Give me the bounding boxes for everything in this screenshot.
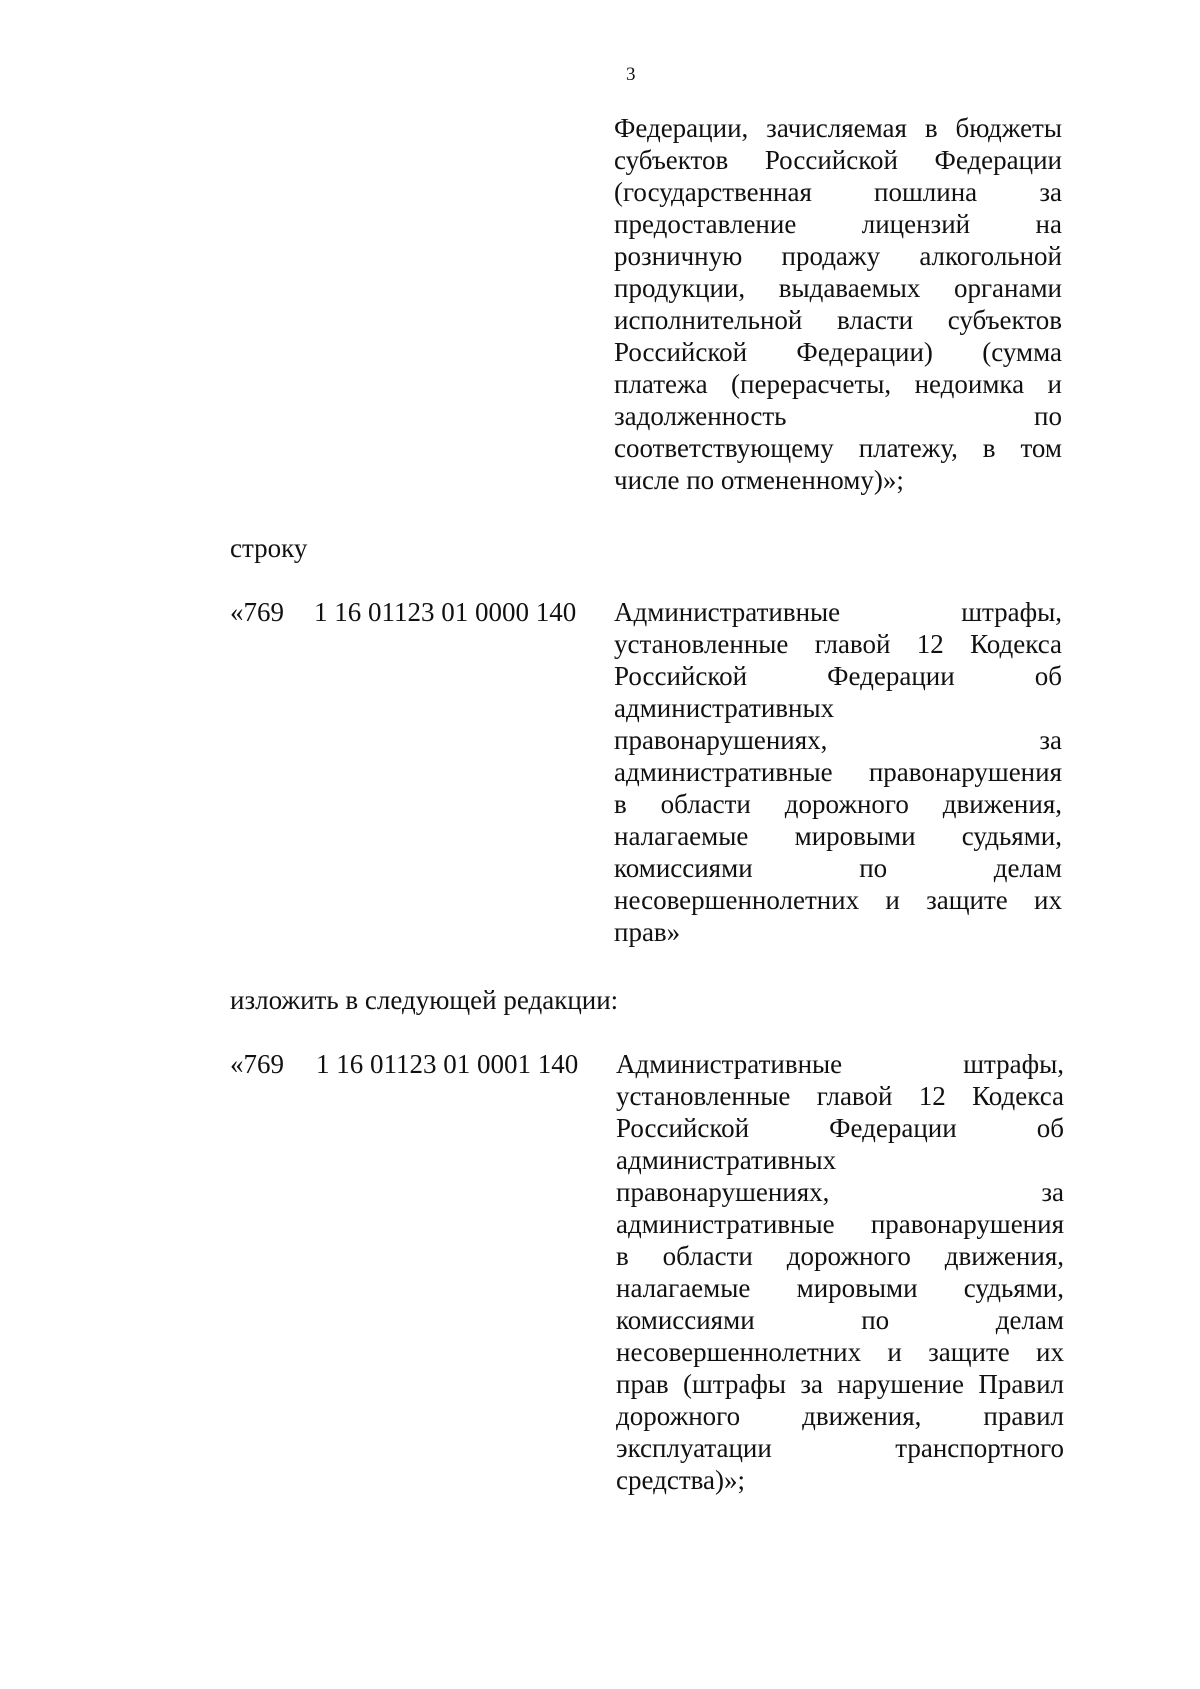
text-line: установленные главой 12 Кодекса bbox=[614, 629, 1062, 659]
text-line: административные правонарушения bbox=[616, 1209, 1064, 1239]
text-line: числе по отмененному)»; bbox=[614, 465, 904, 495]
text-line: несовершеннолетних и защите их bbox=[614, 885, 1062, 915]
text-line: Административные штрафы, bbox=[616, 1049, 1064, 1079]
row-new-description bbox=[616, 1048, 1064, 1496]
text-line: соответствующему платежу, в том bbox=[614, 433, 1062, 463]
text-line: правонарушениях, за bbox=[616, 1177, 1064, 1207]
row-new-code: «769 bbox=[230, 1049, 284, 1079]
text-line: Российской Федерации) (сумма bbox=[614, 337, 1062, 367]
continuation-text bbox=[614, 112, 1062, 496]
text-line: продукции, выдаваемых органами bbox=[614, 273, 1062, 303]
text-line: предоставление лицензий на bbox=[614, 209, 1062, 239]
text-line: прав» bbox=[614, 917, 681, 947]
text-line: эксплуатации транспортного bbox=[616, 1433, 1064, 1463]
row-old-code: «769 bbox=[230, 597, 284, 627]
text-line: административных bbox=[616, 1145, 837, 1175]
row-new-kbk: 1 16 01123 01 0001 140 bbox=[316, 1049, 579, 1079]
page-number: 3 bbox=[626, 64, 636, 85]
text-line: (государственная пошлина за bbox=[614, 177, 1062, 207]
text-line: розничную продажу алкогольной bbox=[614, 241, 1062, 271]
instruction-text: изложить в следующей редакции: bbox=[230, 985, 619, 1015]
text-line: налагаемые мировыми судьями, bbox=[616, 1273, 1064, 1303]
text-line: исполнительной власти субъектов bbox=[614, 305, 1062, 335]
text-line: Административные штрафы, bbox=[614, 597, 1062, 627]
text-line: прав (штрафы за нарушение Правил bbox=[616, 1369, 1064, 1399]
text-line: административные правонарушения bbox=[614, 757, 1062, 787]
text-line: административных bbox=[614, 693, 835, 723]
text-line: комиссиями по делам bbox=[614, 853, 1062, 883]
text-line: субъектов Российской Федерации bbox=[614, 145, 1062, 175]
row-old-kbk: 1 16 01123 01 0000 140 bbox=[314, 597, 577, 627]
text-line: в области дорожного движения, bbox=[614, 789, 1062, 819]
instruction-text: строку bbox=[230, 533, 308, 563]
text-line: Федерации, зачисляемая в бюджеты bbox=[614, 113, 1062, 143]
row-old-description bbox=[614, 596, 1062, 948]
text-line: задолженность по bbox=[614, 401, 1062, 431]
text-line: Российской Федерации об bbox=[614, 661, 1062, 691]
text-line: комиссиями по делам bbox=[616, 1305, 1064, 1335]
text-line: платежа (перерасчеты, недоимка и bbox=[614, 369, 1062, 399]
text-line: в области дорожного движения, bbox=[616, 1241, 1064, 1271]
text-line: Российской Федерации об bbox=[616, 1113, 1064, 1143]
text-line: несовершеннолетних и защите их bbox=[616, 1337, 1064, 1367]
text-line: правонарушениях, за bbox=[614, 725, 1062, 755]
text-line: дорожного движения, правил bbox=[616, 1401, 1064, 1431]
text-line: налагаемые мировыми судьями, bbox=[614, 821, 1062, 851]
text-line: установленные главой 12 Кодекса bbox=[616, 1081, 1064, 1111]
text-line: средства)»; bbox=[616, 1465, 746, 1495]
